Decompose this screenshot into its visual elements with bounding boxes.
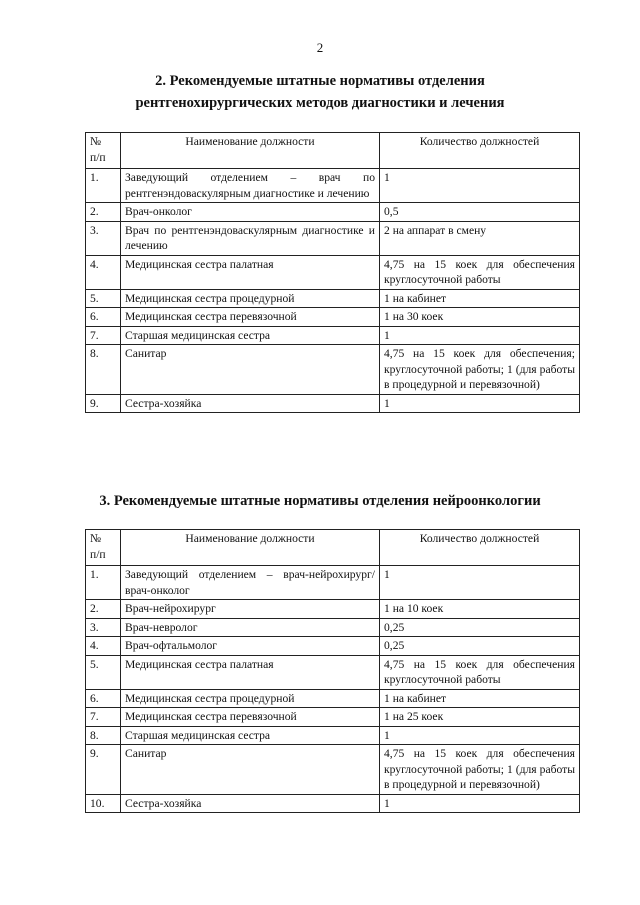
section-2-title-line-2: рентгенохирургических методов диагностики и лечения xyxy=(135,95,505,111)
table-row xyxy=(86,308,580,327)
row-name-cell: Врач-нейрохирург xyxy=(121,600,380,619)
row-name-cell: Медицинская сестра палатная xyxy=(121,255,380,289)
row-name-cell: Медицинская сестра палатная xyxy=(121,655,380,689)
row-num-cell: 9. xyxy=(86,745,121,795)
row-qty-cell: 1 xyxy=(380,169,580,203)
table-row xyxy=(86,794,580,813)
table-row xyxy=(86,689,580,708)
row-qty-cell: 1 xyxy=(380,566,580,600)
row-name-cell: Врач-офтальмолог xyxy=(121,637,380,656)
row-num-cell: 6. xyxy=(86,689,121,708)
row-qty-cell: 1 на 10 коек xyxy=(380,600,580,619)
table-row xyxy=(86,618,580,637)
row-qty-cell: 1 на кабинет xyxy=(380,289,580,308)
section-2-title-line-1: 2. Рекомендуемые штатные нормативы отделения xyxy=(155,73,485,89)
table-row xyxy=(86,600,580,619)
row-num-cell: 6. xyxy=(86,308,121,327)
row-qty-cell: 2 на аппарат в смену xyxy=(380,221,580,255)
row-num-cell: 2. xyxy=(86,203,121,222)
row-name-cell: Заведующий отделением – врач по рентгенэндоваскулярным диагностике и лечению xyxy=(121,169,380,203)
section-2-table xyxy=(85,132,580,413)
row-qty-cell: 1 на 30 коек xyxy=(380,308,580,327)
row-num-cell: 7. xyxy=(86,326,121,345)
row-num-cell: 10. xyxy=(86,794,121,813)
row-name-cell: Врач-онколог xyxy=(121,203,380,222)
table-row xyxy=(86,203,580,222)
num-header xyxy=(86,133,121,169)
row-num-cell: 2. xyxy=(86,600,121,619)
row-name-cell: Санитар xyxy=(121,345,380,395)
page-number: 2 xyxy=(316,40,324,55)
table-row xyxy=(86,289,580,308)
row-num-cell: 8. xyxy=(86,726,121,745)
num-header-line-2: п/п xyxy=(90,150,106,164)
table-row xyxy=(86,394,580,413)
table-row xyxy=(86,169,580,203)
row-num-cell: 3. xyxy=(86,221,121,255)
num-header-line-1: № xyxy=(90,135,102,148)
qty-header: Количество должностей xyxy=(380,133,580,169)
table-row xyxy=(86,221,580,255)
row-name-cell: Врач по рентгенэндоваскулярным диагностике и лечению xyxy=(121,221,380,255)
row-name-cell: Сестра-хозяйка xyxy=(121,794,380,813)
table-row xyxy=(86,345,580,395)
row-qty-cell: 0,25 xyxy=(380,618,580,637)
row-num-cell: 5. xyxy=(86,655,121,689)
row-qty-cell: 1 xyxy=(380,794,580,813)
row-name-cell: Медицинская сестра перевязочной xyxy=(121,308,380,327)
section-3-table xyxy=(85,529,580,813)
row-name-cell: Медицинская сестра процедурной xyxy=(121,289,380,308)
row-num-cell: 7. xyxy=(86,708,121,727)
table-row xyxy=(86,255,580,289)
num-header-line-2: п/п xyxy=(90,547,106,561)
table-row xyxy=(86,566,580,600)
row-num-cell: 9. xyxy=(86,394,121,413)
num-header-line-1: № xyxy=(90,532,102,545)
table-row xyxy=(86,726,580,745)
row-qty-cell: 0,25 xyxy=(380,637,580,656)
row-qty-cell: 1 xyxy=(380,726,580,745)
row-name-cell: Медицинская сестра перевязочной xyxy=(121,708,380,727)
row-num-cell: 1. xyxy=(86,169,121,203)
row-num-cell: 4. xyxy=(86,637,121,656)
row-num-cell: 5. xyxy=(86,289,121,308)
row-qty-cell: 0,5 xyxy=(380,203,580,222)
num-header xyxy=(86,530,121,566)
row-qty-cell: 4,75 на 15 коек для обеспечения; круглосуточной работы; 1 (для работы в процедурной и перевязочной) xyxy=(380,345,580,395)
row-qty-cell: 1 xyxy=(380,394,580,413)
section-2-title xyxy=(0,70,640,114)
row-name-cell: Старшая медицинская сестра xyxy=(121,726,380,745)
table-row xyxy=(86,326,580,345)
table-header-row xyxy=(86,530,580,566)
row-name-cell: Медицинская сестра процедурной xyxy=(121,689,380,708)
row-qty-cell: 1 xyxy=(380,326,580,345)
table-row xyxy=(86,655,580,689)
row-name-cell: Санитар xyxy=(121,745,380,795)
table-row xyxy=(86,637,580,656)
row-name-cell: Старшая медицинская сестра xyxy=(121,326,380,345)
row-num-cell: 3. xyxy=(86,618,121,637)
row-name-cell: Врач-невролог xyxy=(121,618,380,637)
table-row xyxy=(86,745,580,795)
row-name-cell: Сестра-хозяйка xyxy=(121,394,380,413)
row-qty-cell: 4,75 на 15 коек для обеспечения круглосуточной работы; 1 (для работы в процедурной и перевязочной) xyxy=(380,745,580,795)
name-header: Наименование должности xyxy=(121,530,380,566)
table-row xyxy=(86,708,580,727)
row-qty-cell: 4,75 на 15 коек для обеспечения круглосуточной работы xyxy=(380,255,580,289)
row-qty-cell: 1 на 25 коек xyxy=(380,708,580,727)
row-num-cell: 4. xyxy=(86,255,121,289)
row-num-cell: 1. xyxy=(86,566,121,600)
qty-header: Количество должностей xyxy=(380,530,580,566)
row-qty-cell: 1 на кабинет xyxy=(380,689,580,708)
name-header: Наименование должности xyxy=(121,133,380,169)
row-num-cell: 8. xyxy=(86,345,121,395)
section-3-title: 3. Рекомендуемые штатные нормативы отделения нейроонкологии xyxy=(99,493,541,509)
row-name-cell: Заведующий отделением – врач-нейрохирург/врач-онколог xyxy=(121,566,380,600)
table-header-row xyxy=(86,133,580,169)
row-qty-cell: 4,75 на 15 коек для обеспечения круглосуточной работы xyxy=(380,655,580,689)
